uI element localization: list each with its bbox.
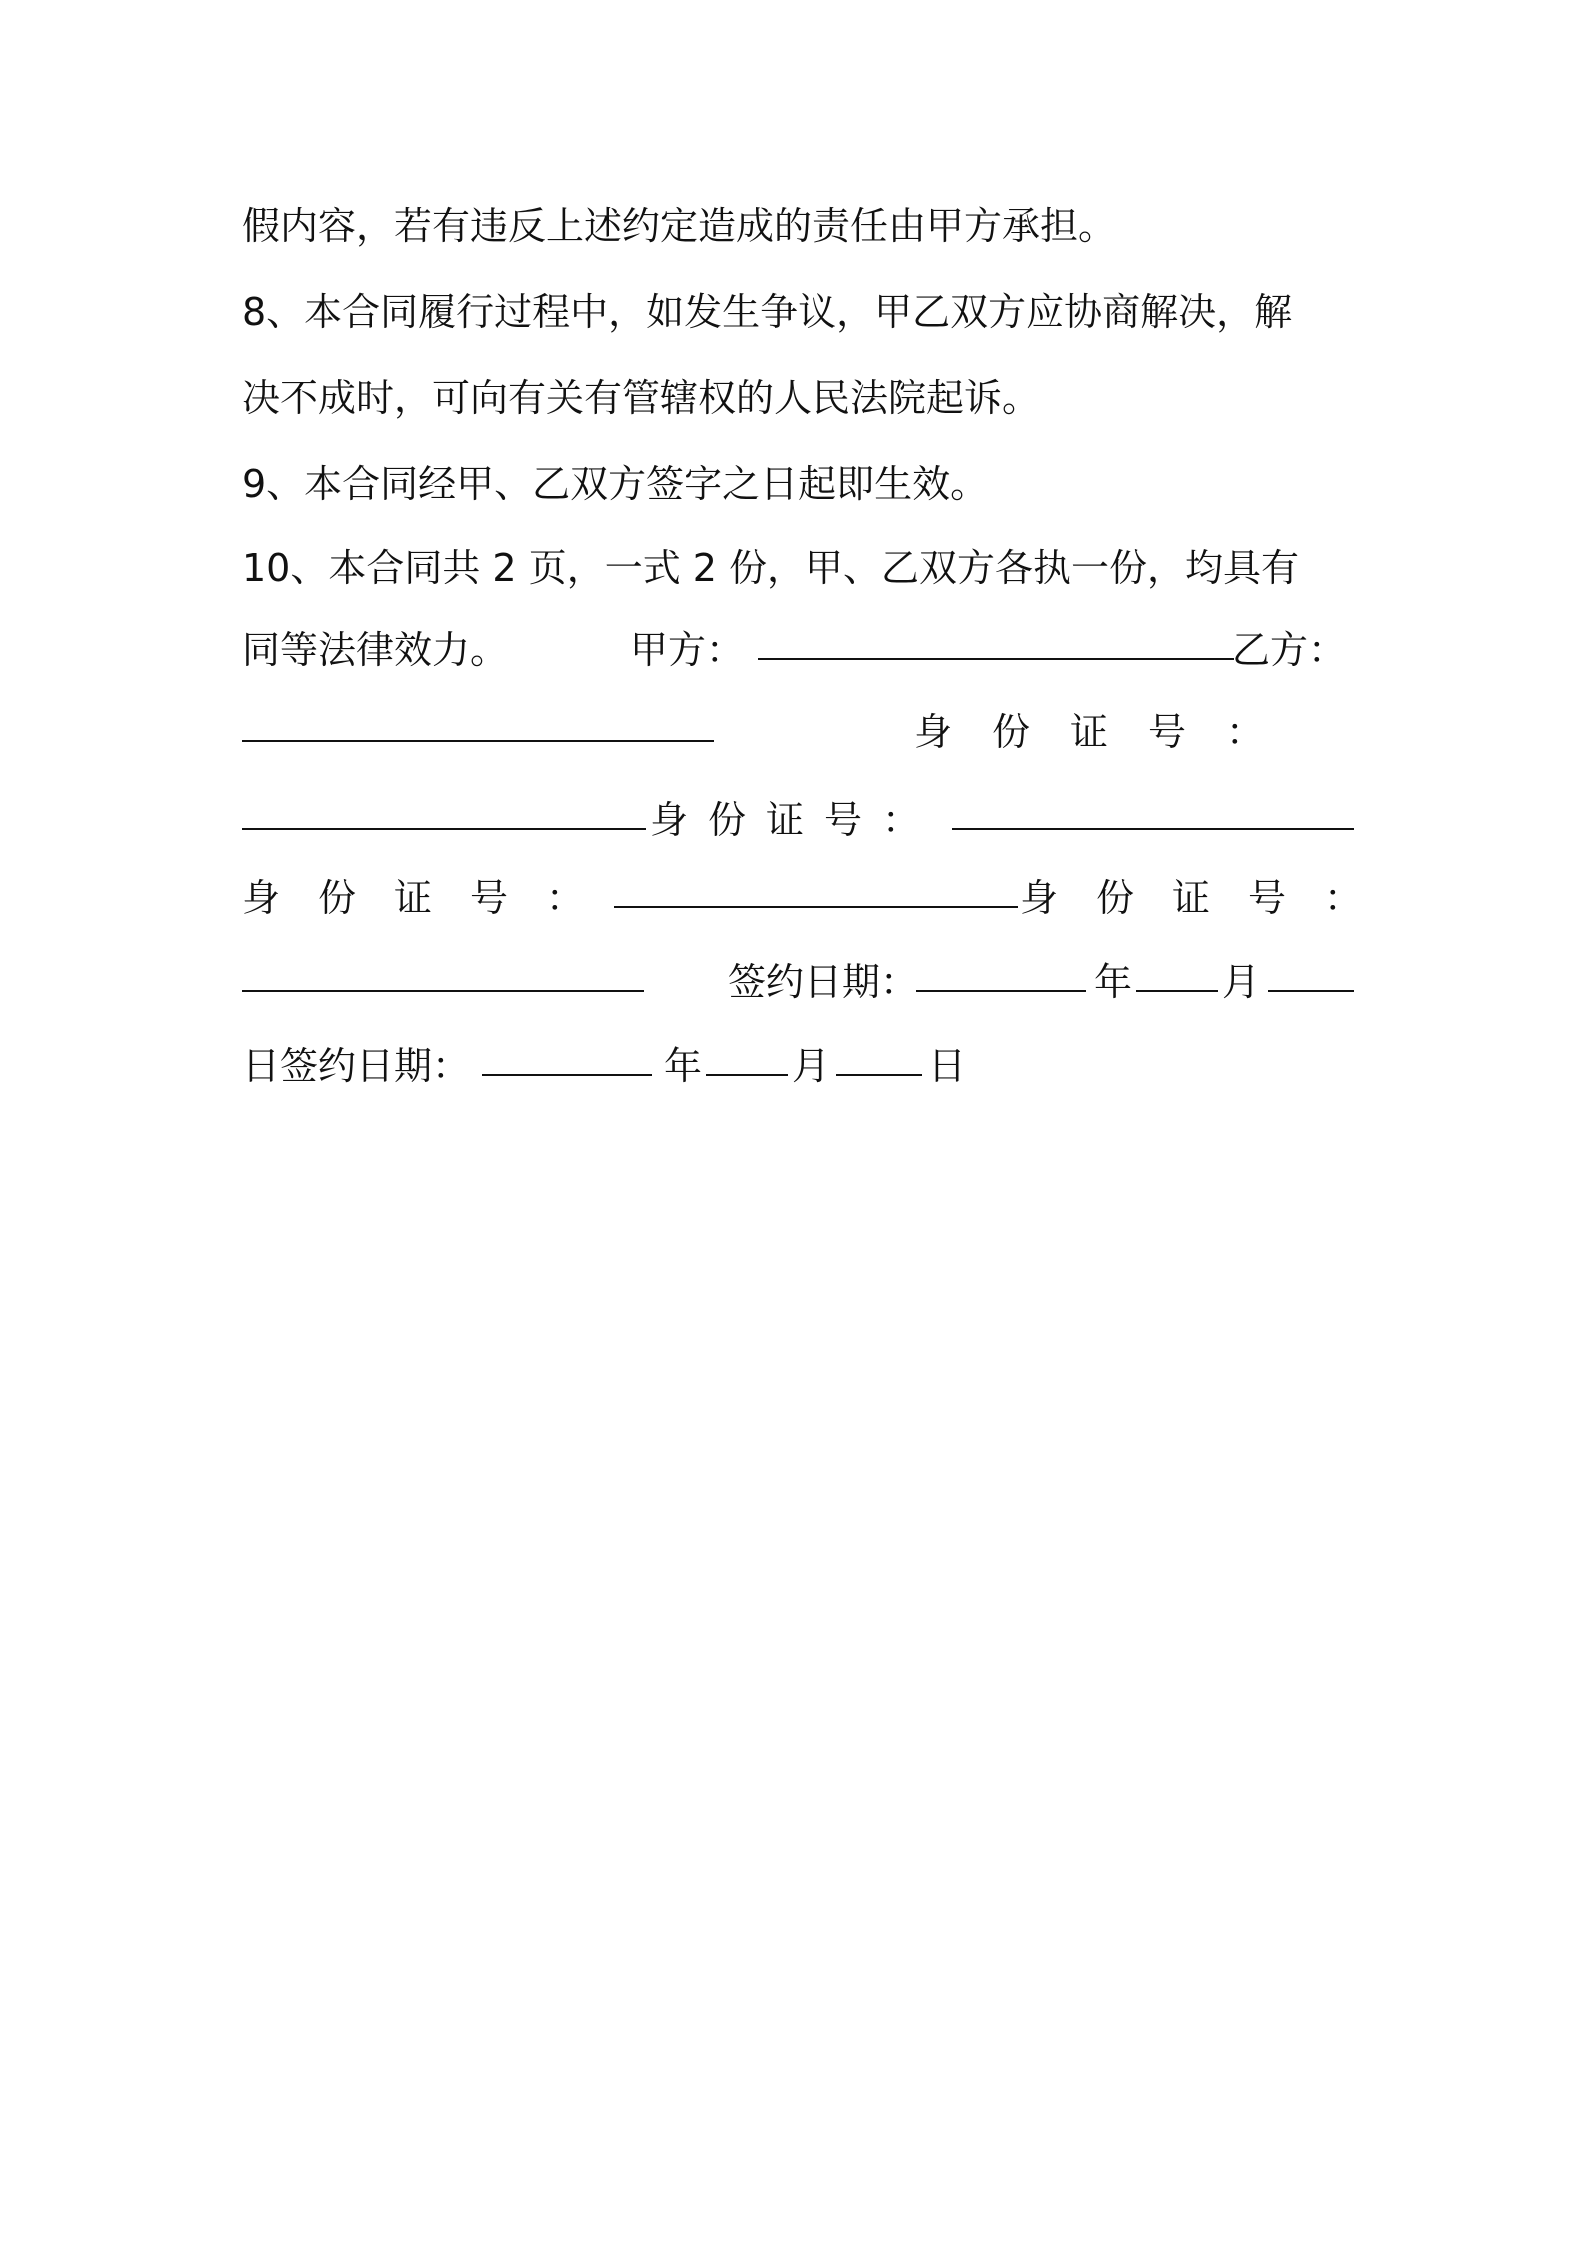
clause-7-continuation: 假内容，若有违反上述约定造成的责任由甲方承担。 (242, 204, 1117, 248)
signature-line-6 (242, 1036, 1354, 1096)
signature-line-5 (242, 952, 1354, 1012)
party-b-id-label: 身份证号： (650, 798, 941, 842)
party-b-id-blank (952, 784, 1354, 844)
clause-8-line-2: 决不成时，可向有关有管辖权的人民法院起诉。 (242, 376, 1041, 420)
year-label-a: 年 (1094, 960, 1133, 1004)
day-label-b: 日 (928, 1044, 967, 1088)
party-a-blank (758, 614, 1234, 674)
signing-date-label-b: 日签约日期： (242, 1044, 471, 1088)
party-b-blank (242, 696, 714, 756)
year-blank-a (916, 946, 1086, 1006)
party-a-label: 甲方： (630, 628, 745, 672)
party-a-id-blank (242, 784, 646, 844)
month-blank-b (706, 1030, 788, 1090)
clause-8-line-1: 8、本合同履行过程中，如发生争议，甲乙双方应协商解决，解 (242, 290, 1293, 334)
clause-9: 9、本合同经甲、乙双方签字之日起即生效。 (242, 462, 989, 506)
month-label-b: 月 (792, 1044, 831, 1088)
signature-line-2 (242, 702, 1354, 762)
id-label-b: 身份证号： (1020, 876, 1401, 920)
month-blank-a (1136, 946, 1218, 1006)
id-label-a: 身份证号： (242, 876, 623, 920)
id-blank-b (242, 946, 644, 1006)
party-b-label: 乙方： (1232, 628, 1347, 672)
day-blank-b (836, 1030, 922, 1090)
signature-line-3 (242, 790, 1354, 850)
month-label-a: 月 (1222, 960, 1261, 1004)
party-a-id-label: 身份证号： (914, 710, 1305, 754)
clause-10-line-2: 同等法律效力。 (242, 628, 509, 672)
year-label-b: 年 (664, 1044, 703, 1088)
signature-line-4 (242, 868, 1401, 928)
day-blank-a (1268, 946, 1354, 1006)
clause-10-line-1: 10、本合同共 2 页，一式 2 份，甲、乙双方各执一份，均具有 (242, 546, 1300, 590)
year-blank-b (482, 1030, 652, 1090)
signing-date-label-a: 签约日期： (728, 960, 919, 1004)
id-blank-a (614, 862, 1018, 922)
signature-line-parties (242, 620, 1354, 680)
